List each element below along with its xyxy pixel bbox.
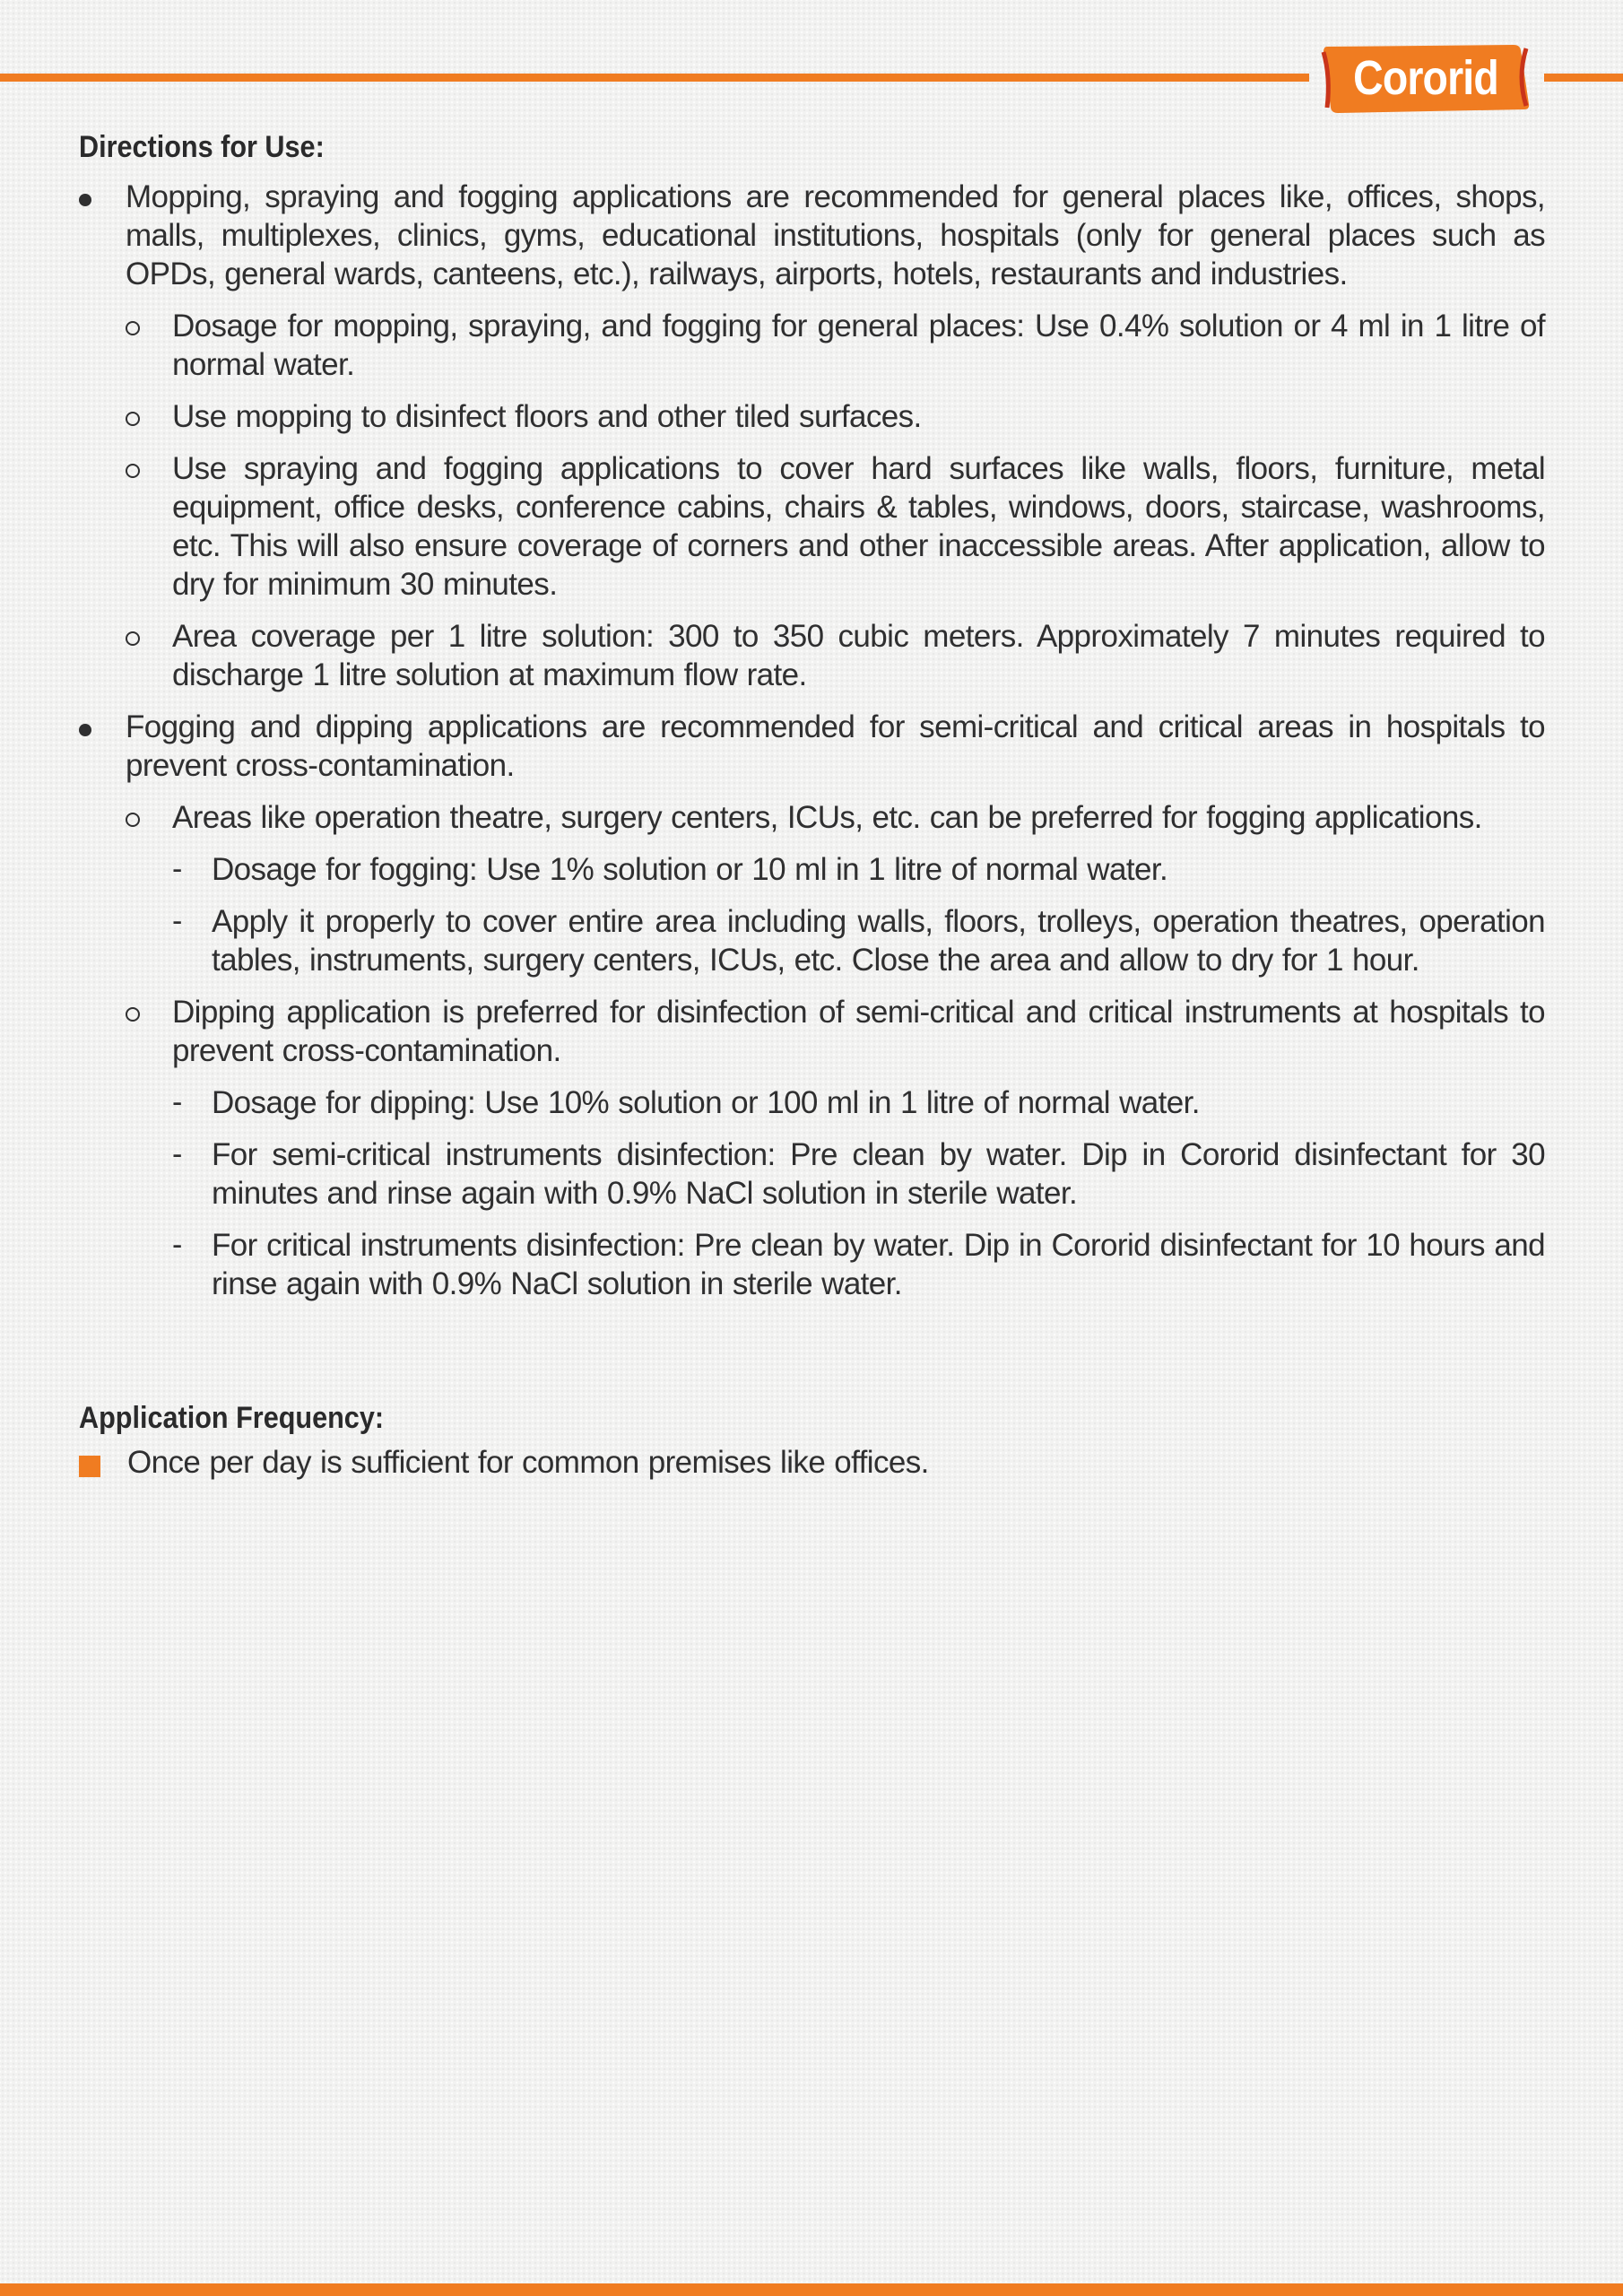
list-item xyxy=(79,708,1545,785)
sub-list-item xyxy=(79,397,1545,436)
list-item-text: Fogging and dipping applications are recommended for semi-critical and critical areas in hospitals to prevent cross-contamination. xyxy=(126,709,1545,783)
list-item xyxy=(79,178,1545,293)
dash-list-item xyxy=(79,1226,1545,1303)
header-accent-line-left xyxy=(0,74,1309,82)
sub-list-item xyxy=(79,617,1545,694)
dash-bullet-icon: - xyxy=(172,1085,182,1119)
dash-bullet-icon: - xyxy=(172,1228,182,1262)
square-bullet-icon xyxy=(79,1456,100,1477)
sub-list-item-text: Areas like operation theatre, surgery centers, ICUs, etc. can be preferred for fogging applications. xyxy=(172,800,1482,835)
sub-list-item xyxy=(79,449,1545,604)
bullet-icon xyxy=(79,708,91,746)
circle-bullet-icon xyxy=(126,449,140,488)
dash-list-item xyxy=(79,850,1545,889)
list-item-text: Mopping, spraying and fogging applications are recommended for general places like, offices, shops, malls, multiplexes, clinics, gyms, educational institutions, hospitals (only for general places such as OPDs, general wards, canteens, etc.), railways, airports, hotels, restaurants and industries. xyxy=(126,179,1545,291)
dash-list-item-text: Dosage for fogging: Use 1% solution or 10 ml in 1 litre of normal water. xyxy=(212,852,1168,887)
frequency-item-text: Once per day is sufficient for common premises like offices. xyxy=(127,1445,929,1480)
footer-accent-line xyxy=(0,2283,1623,2296)
cororid-logo xyxy=(1318,41,1533,115)
circle-bullet-icon xyxy=(126,307,140,345)
circle-bullet-icon xyxy=(126,798,140,837)
frequency-item xyxy=(79,1443,1545,1482)
circle-bullet-icon xyxy=(126,617,140,656)
directions-heading: Directions for Use: xyxy=(79,130,325,164)
dash-bullet-icon: - xyxy=(172,904,182,938)
sub-list-item-text: Dosage for mopping, spraying, and fogging for general places: Use 0.4% solution or 4 ml in 1 litre of normal water. xyxy=(172,309,1545,382)
dash-list-item-text: Dosage for dipping: Use 10% solution or 100 ml in 1 litre of normal water. xyxy=(212,1085,1200,1120)
sub-list-item xyxy=(79,798,1545,837)
dash-bullet-icon: - xyxy=(172,1137,182,1171)
logo-wordmark: Cororid xyxy=(1353,51,1498,105)
dash-list-item xyxy=(79,1083,1545,1122)
dash-list-item-text: Apply it properly to cover entire area including walls, floors, trolleys, operation theatres, operation tables, instruments, surgery centers, ICUs, etc. Close the area and allow to dry for 1 hour. xyxy=(212,904,1545,978)
document-body xyxy=(79,124,1545,1482)
circle-bullet-icon xyxy=(126,397,140,436)
sub-list-item-text: Use spraying and fogging applications to cover hard surfaces like walls, floors, furniture, metal equipment, office desks, conference cabins, chairs & tables, windows, doors, staircase, washrooms, etc. This will also ensure coverage of corners and other inaccessible areas. After application, allow to dry for minimum 30 minutes. xyxy=(172,451,1545,602)
sub-list-item xyxy=(79,307,1545,384)
frequency-heading: Application Frequency: xyxy=(79,1401,385,1435)
header-accent-line-right xyxy=(1544,74,1623,82)
dash-list-item xyxy=(79,902,1545,979)
dash-bullet-icon: - xyxy=(172,852,182,886)
circle-bullet-icon xyxy=(126,993,140,1031)
dash-list-item-text: For semi-critical instruments disinfection: Pre clean by water. Dip in Cororid disinfectant for 30 minutes and rinse again with 0.9% NaCl solution in sterile water. xyxy=(212,1137,1545,1211)
sub-list-item-text: Area coverage per 1 litre solution: 300 to 350 cubic meters. Approximately 7 minutes required to discharge 1 litre solution at maximum flow rate. xyxy=(172,619,1545,692)
sub-list-item-text: Dipping application is preferred for disinfection of semi-critical and critical instruments at hospitals to prevent cross-contamination. xyxy=(172,995,1545,1068)
bullet-icon xyxy=(79,178,91,216)
sub-list-item xyxy=(79,993,1545,1070)
dash-list-item-text: For critical instruments disinfection: Pre clean by water. Dip in Cororid disinfectant for 10 hours and rinse again with 0.9% NaCl solution in sterile water. xyxy=(212,1228,1545,1301)
sub-list-item-text: Use mopping to disinfect floors and other tiled surfaces. xyxy=(172,399,922,434)
dash-list-item xyxy=(79,1135,1545,1213)
